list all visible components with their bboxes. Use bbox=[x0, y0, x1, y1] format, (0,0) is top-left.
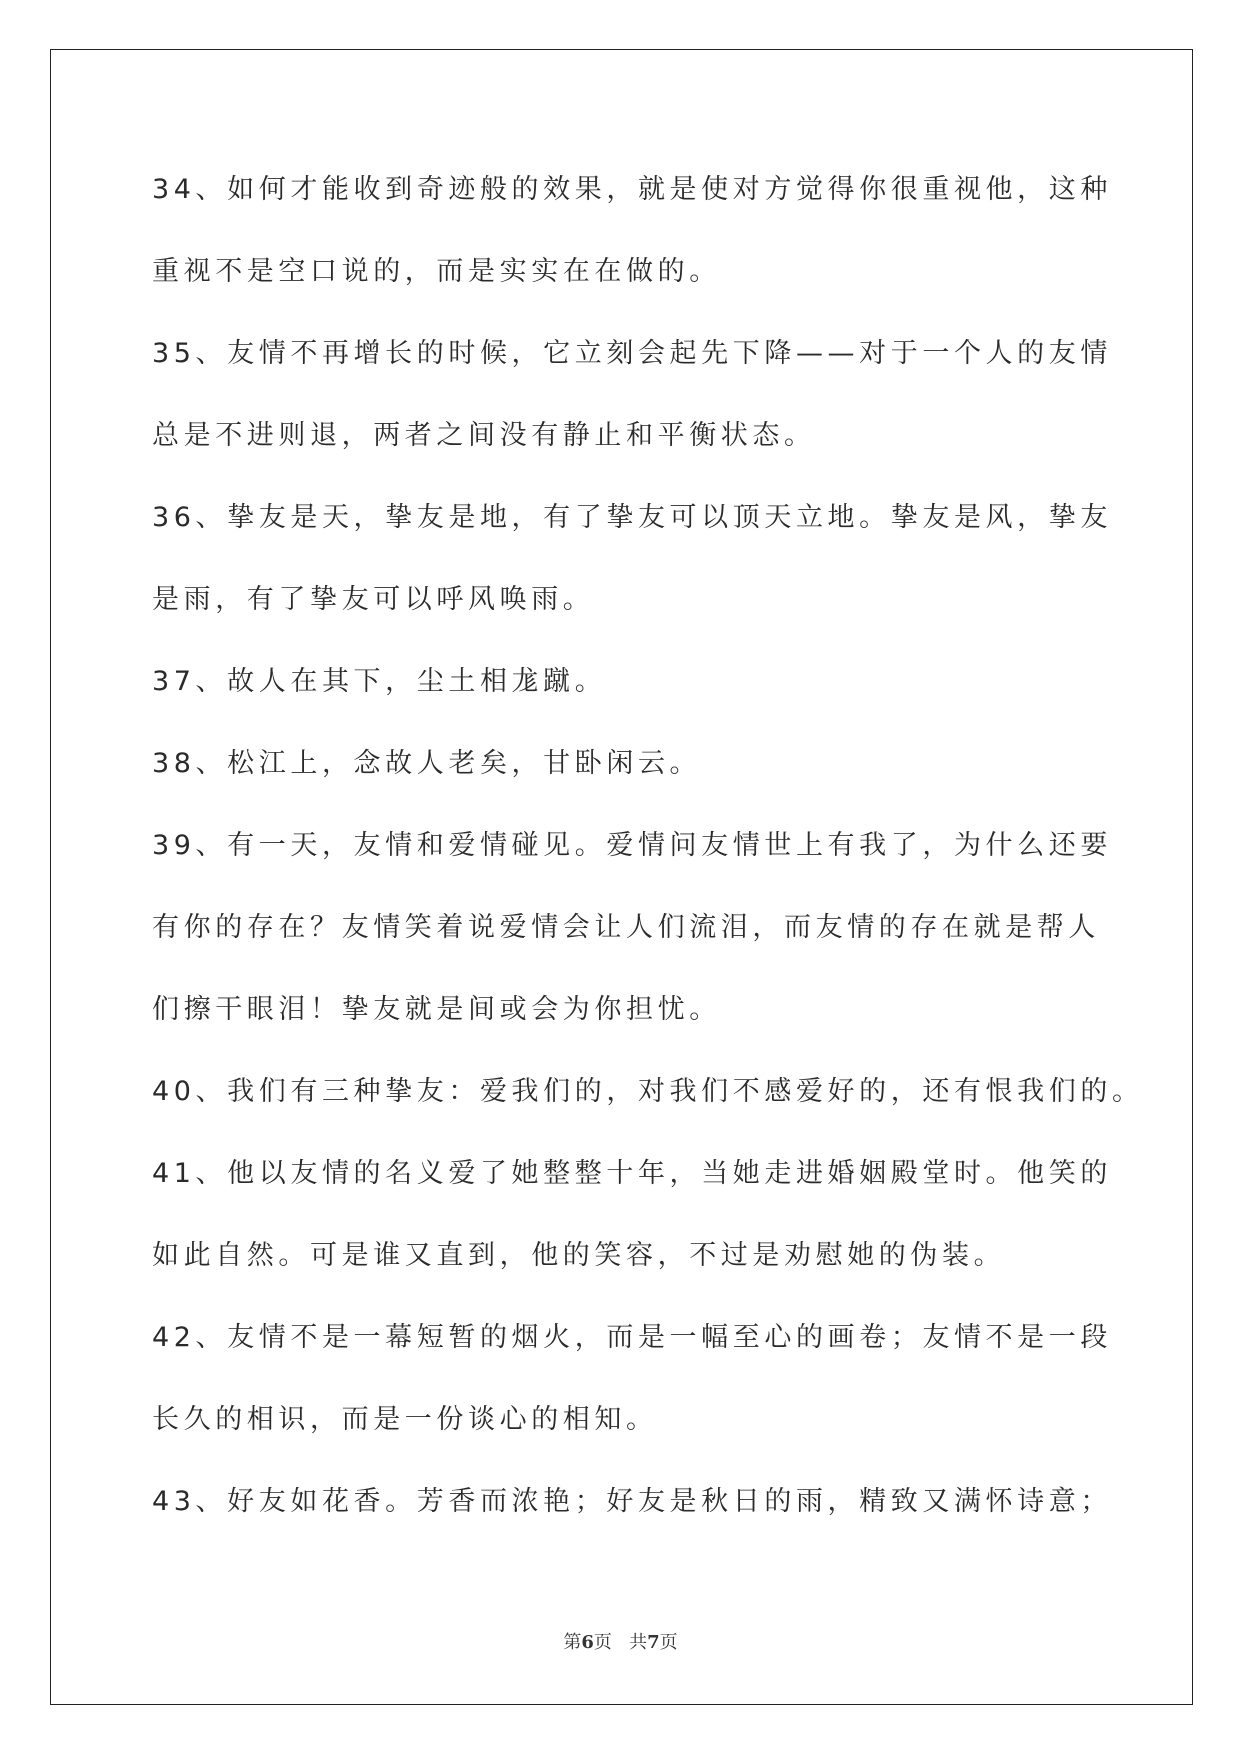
text-line: 们擦干眼泪！挚友就是间或会为你担忧。 bbox=[152, 994, 721, 1025]
footer-total-prefix: 共 bbox=[629, 1632, 648, 1653]
text-line: 36、挚友是天，挚友是地，有了挚友可以顶天立地。挚友是风，挚友 bbox=[152, 502, 1112, 533]
text-line: 42、友情不是一幕短暂的烟火，而是一幅至心的画卷；友情不是一段 bbox=[152, 1322, 1112, 1353]
text-line: 41、他以友情的名义爱了她整整十年，当她走进婚姻殿堂时。他笑的 bbox=[152, 1158, 1112, 1189]
page-footer bbox=[0, 1628, 1241, 1654]
text-line: 34、如何才能收到奇迹般的效果，就是使对方觉得你很重视他，这种 bbox=[152, 174, 1112, 205]
text-line: 37、故人在其下，尘土相尨蹴。 bbox=[152, 666, 607, 697]
footer-current-page: 6 bbox=[581, 1632, 594, 1653]
text-line: 39、有一天，友情和爱情碰见。爱情问友情世上有我了，为什么还要 bbox=[152, 830, 1112, 861]
text-line: 长久的相识，而是一份谈心的相知。 bbox=[152, 1404, 658, 1435]
footer-page-prefix: 第 bbox=[563, 1632, 582, 1653]
text-line: 38、松江上，念故人老矣，甘卧闲云。 bbox=[152, 748, 702, 779]
text-line: 总是不进则退，两者之间没有静止和平衡状态。 bbox=[152, 420, 816, 451]
text-line: 40、我们有三种挚友：爱我们的，对我们不感爱好的，还有恨我们的。 bbox=[152, 1076, 1144, 1107]
footer-total-pages: 7 bbox=[647, 1632, 660, 1653]
text-line: 有你的存在？友情笑着说爱情会让人们流泪，而友情的存在就是帮人 bbox=[152, 912, 1100, 943]
document-body bbox=[152, 160, 1144, 1554]
text-line: 重视不是空口说的，而是实实在在做的。 bbox=[152, 256, 721, 287]
footer-gap bbox=[612, 1632, 629, 1653]
text-line: 43、好友如花香。芳香而浓艳；好友是秋日的雨，精致又满怀诗意； bbox=[152, 1486, 1112, 1517]
text-line: 如此自然。可是谁又直到，他的笑容，不过是劝慰她的伪装。 bbox=[152, 1240, 1006, 1271]
text-line: 是雨，有了挚友可以呼风唤雨。 bbox=[152, 584, 595, 615]
footer-page-suffix: 页 bbox=[593, 1632, 612, 1653]
text-line: 35、友情不再增长的时候，它立刻会起先下降——对于一个人的友情 bbox=[152, 338, 1112, 369]
footer-total-suffix: 页 bbox=[659, 1632, 678, 1653]
